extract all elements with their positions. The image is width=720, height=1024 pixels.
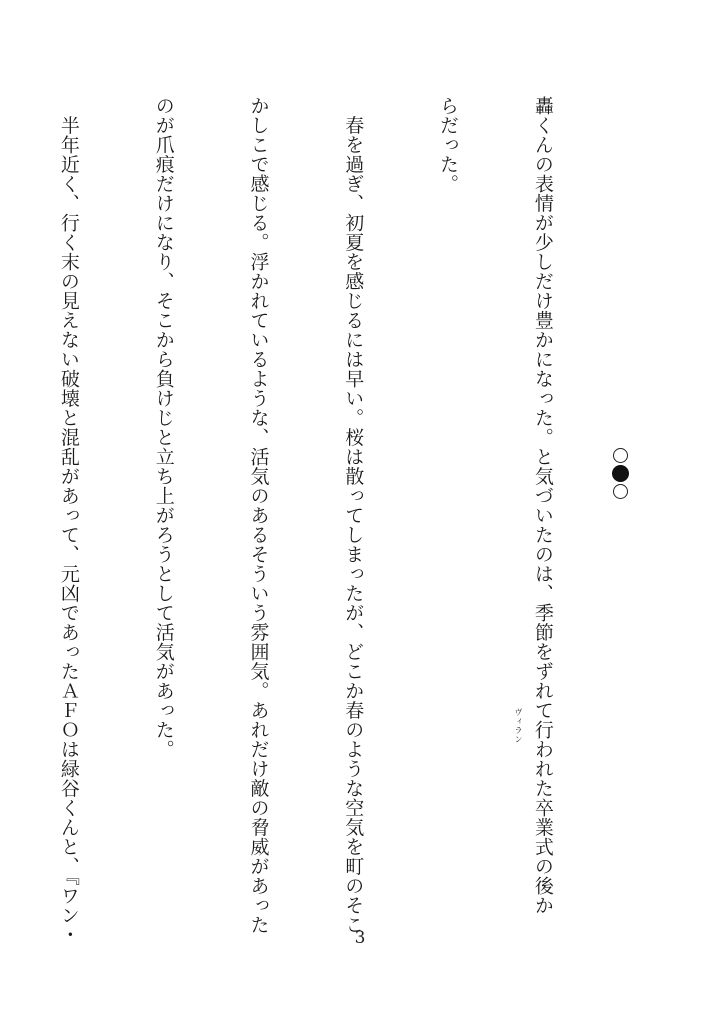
text-line: かしこで感じる。浮かれているような、活気のあるそういう雰囲気。あれだけ敵の脅威があった	[247, 96, 270, 935]
text-line: のが爪痕だけになり、そこから負けじと立ち上がろうとして活気があった。	[152, 96, 175, 759]
vertical-body-text	[0, 96, 621, 945]
text-line: 轟くんの表情が少しだけ豊かになった。と気づいたのは、季節をずれて行われた卒業式の後か	[531, 96, 554, 915]
text-line: らだった。	[437, 96, 460, 194]
text-line: 春を過ぎ、初夏を感じるには早い。桜は散ってしまったが、どこか春のような空気を町のそこ	[342, 96, 365, 935]
ruby-annotation: ヴィラン	[514, 708, 523, 744]
page-number: 3	[354, 928, 366, 948]
text-line: 半年近く、行く末の見えない破壊と混乱があって、元凶であったＡＦＯは緑谷くんと、『ワン・	[57, 96, 80, 945]
